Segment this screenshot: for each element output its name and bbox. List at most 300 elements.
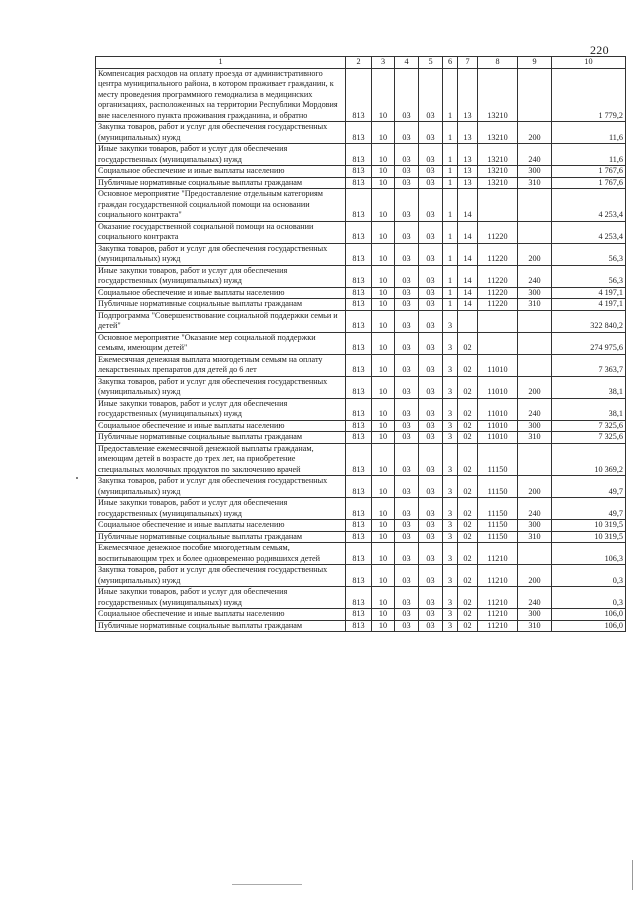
col-subprogram-cell: 1 bbox=[443, 177, 458, 189]
col-direction-cell: 11010 bbox=[478, 420, 518, 432]
row-name-cell: Публичные нормативные социальные выплаты гражданам bbox=[96, 531, 346, 543]
col-expense-type-cell bbox=[518, 310, 552, 332]
col-amount-cell: 38,1 bbox=[552, 376, 626, 398]
col-amount-cell: 106,0 bbox=[552, 620, 626, 632]
column-header: 4 bbox=[395, 57, 419, 69]
col-subsection-cell: 03 bbox=[395, 620, 419, 632]
col-amount-cell: 274 975,6 bbox=[552, 332, 626, 354]
row-name-cell: Публичные нормативные социальные выплаты гражданам bbox=[96, 177, 346, 189]
col-expense-type-cell: 240 bbox=[518, 265, 552, 287]
col-expense-type-cell bbox=[518, 68, 552, 122]
col-ministry-cell: 813 bbox=[346, 299, 372, 311]
col-ministry-cell: 813 bbox=[346, 609, 372, 621]
col-ministry-cell: 813 bbox=[346, 122, 372, 144]
col-amount-cell: 7 325,6 bbox=[552, 420, 626, 432]
row-name-cell: Публичные нормативные социальные выплаты гражданам bbox=[96, 620, 346, 632]
col-program-cell: 03 bbox=[419, 299, 443, 311]
col-program-cell: 03 bbox=[419, 476, 443, 498]
col-amount-cell: 49,7 bbox=[552, 498, 626, 520]
col-event-cell: 02 bbox=[458, 620, 478, 632]
col-amount-cell: 11,6 bbox=[552, 122, 626, 144]
table-row bbox=[96, 166, 626, 178]
col-expense-type-cell bbox=[518, 332, 552, 354]
col-direction-cell bbox=[478, 189, 518, 222]
row-name-cell: Иные закупки товаров, работ и услуг для обеспечения государственных (муниципальных) нужд bbox=[96, 587, 346, 609]
col-direction-cell: 11010 bbox=[478, 354, 518, 376]
col-subsection-cell: 03 bbox=[395, 543, 419, 565]
col-expense-type-cell: 300 bbox=[518, 609, 552, 621]
col-expense-type-cell bbox=[518, 354, 552, 376]
col-expense-type-cell: 300 bbox=[518, 287, 552, 299]
column-header: 1 bbox=[96, 57, 346, 69]
table-row bbox=[96, 221, 626, 243]
col-section-cell: 10 bbox=[372, 376, 395, 398]
row-name-cell: Закупка товаров, работ и услуг для обеспечения государственных (муниципальных) нужд bbox=[96, 476, 346, 498]
col-subsection-cell: 03 bbox=[395, 144, 419, 166]
col-amount-cell: 4 197,1 bbox=[552, 299, 626, 311]
col-event-cell bbox=[458, 310, 478, 332]
col-event-cell: 14 bbox=[458, 189, 478, 222]
col-expense-type-cell: 200 bbox=[518, 122, 552, 144]
row-name-cell: Иные закупки товаров, работ и услуг для обеспечения государственных (муниципальных) нужд bbox=[96, 398, 346, 420]
col-subprogram-cell: 3 bbox=[443, 609, 458, 621]
row-name-cell: Социальное обеспечение и иные выплаты населению bbox=[96, 420, 346, 432]
col-subsection-cell: 03 bbox=[395, 498, 419, 520]
col-direction-cell: 11220 bbox=[478, 265, 518, 287]
col-ministry-cell: 813 bbox=[346, 376, 372, 398]
col-event-cell: 13 bbox=[458, 68, 478, 122]
col-direction-cell: 11210 bbox=[478, 587, 518, 609]
col-expense-type-cell: 300 bbox=[518, 166, 552, 178]
col-expense-type-cell: 200 bbox=[518, 243, 552, 265]
row-name-cell: Компенсация расходов на оплату проезда от административного центра муниципального района, в котором проживает гражданин, к месту проведения программного гемодиализа в медицинских организациях, расположенных на территории Республики Мордовия вне населенного пункта проживания гражданина, и обратно bbox=[96, 68, 346, 122]
col-ministry-cell: 813 bbox=[346, 432, 372, 444]
table-row bbox=[96, 265, 626, 287]
col-section-cell: 10 bbox=[372, 354, 395, 376]
col-section-cell: 10 bbox=[372, 287, 395, 299]
col-section-cell: 10 bbox=[372, 565, 395, 587]
col-subsection-cell: 03 bbox=[395, 299, 419, 311]
col-direction-cell: 13210 bbox=[478, 122, 518, 144]
col-section-cell: 10 bbox=[372, 122, 395, 144]
col-section-cell: 10 bbox=[372, 420, 395, 432]
col-subsection-cell: 03 bbox=[395, 221, 419, 243]
col-ministry-cell: 813 bbox=[346, 587, 372, 609]
col-direction-cell: 11210 bbox=[478, 565, 518, 587]
col-subprogram-cell: 1 bbox=[443, 287, 458, 299]
col-event-cell: 02 bbox=[458, 520, 478, 532]
col-subprogram-cell: 3 bbox=[443, 420, 458, 432]
column-header: 9 bbox=[518, 57, 552, 69]
col-direction-cell: 11220 bbox=[478, 299, 518, 311]
col-section-cell: 10 bbox=[372, 243, 395, 265]
col-amount-cell: 56,3 bbox=[552, 265, 626, 287]
table-row bbox=[96, 432, 626, 444]
row-name-cell: Публичные нормативные социальные выплаты гражданам bbox=[96, 432, 346, 444]
col-event-cell: 02 bbox=[458, 587, 478, 609]
col-subprogram-cell: 3 bbox=[443, 432, 458, 444]
col-section-cell: 10 bbox=[372, 398, 395, 420]
col-subsection-cell: 03 bbox=[395, 609, 419, 621]
col-subsection-cell: 03 bbox=[395, 398, 419, 420]
col-amount-cell: 49,7 bbox=[552, 476, 626, 498]
table-row bbox=[96, 420, 626, 432]
col-expense-type-cell: 310 bbox=[518, 299, 552, 311]
col-event-cell: 02 bbox=[458, 498, 478, 520]
table-row bbox=[96, 144, 626, 166]
table-row bbox=[96, 587, 626, 609]
col-subsection-cell: 03 bbox=[395, 287, 419, 299]
col-program-cell: 03 bbox=[419, 376, 443, 398]
row-name-cell: Закупка товаров, работ и услуг для обеспечения государственных (муниципальных) нужд bbox=[96, 565, 346, 587]
table-row bbox=[96, 122, 626, 144]
col-event-cell: 14 bbox=[458, 287, 478, 299]
row-name-cell: Социальное обеспечение и иные выплаты населению bbox=[96, 609, 346, 621]
col-section-cell: 10 bbox=[372, 531, 395, 543]
col-subprogram-cell: 1 bbox=[443, 189, 458, 222]
col-direction-cell: 13210 bbox=[478, 68, 518, 122]
col-section-cell: 10 bbox=[372, 498, 395, 520]
col-program-cell: 03 bbox=[419, 166, 443, 178]
col-amount-cell: 1 767,6 bbox=[552, 177, 626, 189]
col-direction-cell: 11010 bbox=[478, 376, 518, 398]
col-direction-cell: 11220 bbox=[478, 221, 518, 243]
col-amount-cell: 10 369,2 bbox=[552, 443, 626, 476]
col-expense-type-cell: 300 bbox=[518, 420, 552, 432]
column-header: 8 bbox=[478, 57, 518, 69]
col-ministry-cell: 813 bbox=[346, 443, 372, 476]
col-subsection-cell: 03 bbox=[395, 177, 419, 189]
col-expense-type-cell: 240 bbox=[518, 144, 552, 166]
col-amount-cell: 1 779,2 bbox=[552, 68, 626, 122]
col-ministry-cell: 813 bbox=[346, 398, 372, 420]
col-subprogram-cell: 3 bbox=[443, 376, 458, 398]
row-name-cell: Основное мероприятие "Оказание мер социальной поддержки семьям, имеющим детей" bbox=[96, 332, 346, 354]
row-name-cell: Основное мероприятие "Предоставление отдельным категориям граждан государственной социальной помощи на основании социального контракта" bbox=[96, 189, 346, 222]
col-direction-cell: 13210 bbox=[478, 144, 518, 166]
col-event-cell: 02 bbox=[458, 398, 478, 420]
col-expense-type-cell: 310 bbox=[518, 531, 552, 543]
col-event-cell: 14 bbox=[458, 243, 478, 265]
col-section-cell: 10 bbox=[372, 520, 395, 532]
col-subsection-cell: 03 bbox=[395, 122, 419, 144]
col-expense-type-cell bbox=[518, 189, 552, 222]
col-expense-type-cell: 200 bbox=[518, 565, 552, 587]
column-header: 7 bbox=[458, 57, 478, 69]
col-program-cell: 03 bbox=[419, 432, 443, 444]
col-direction-cell: 13210 bbox=[478, 177, 518, 189]
col-amount-cell: 1 767,6 bbox=[552, 166, 626, 178]
col-subprogram-cell: 3 bbox=[443, 310, 458, 332]
column-header: 6 bbox=[443, 57, 458, 69]
col-ministry-cell: 813 bbox=[346, 177, 372, 189]
col-event-cell: 02 bbox=[458, 531, 478, 543]
col-section-cell: 10 bbox=[372, 432, 395, 444]
col-event-cell: 02 bbox=[458, 432, 478, 444]
table-header-row bbox=[96, 57, 626, 69]
col-amount-cell: 4 253,4 bbox=[552, 189, 626, 222]
col-ministry-cell: 813 bbox=[346, 221, 372, 243]
col-amount-cell: 322 840,2 bbox=[552, 310, 626, 332]
col-event-cell: 02 bbox=[458, 565, 478, 587]
col-event-cell: 02 bbox=[458, 609, 478, 621]
col-section-cell: 10 bbox=[372, 609, 395, 621]
col-program-cell: 03 bbox=[419, 420, 443, 432]
col-program-cell: 03 bbox=[419, 520, 443, 532]
col-amount-cell: 7 363,7 bbox=[552, 354, 626, 376]
row-name-cell: Подпрограмма "Совершенствование социальной поддержки семьи и детей" bbox=[96, 310, 346, 332]
col-subprogram-cell: 1 bbox=[443, 265, 458, 287]
col-direction-cell: 11220 bbox=[478, 287, 518, 299]
column-header: 3 bbox=[372, 57, 395, 69]
col-expense-type-cell: 200 bbox=[518, 376, 552, 398]
row-name-cell: Социальное обеспечение и иные выплаты населению bbox=[96, 287, 346, 299]
col-program-cell: 03 bbox=[419, 177, 443, 189]
col-subprogram-cell: 3 bbox=[443, 498, 458, 520]
row-name-cell: Закупка товаров, работ и услуг для обеспечения государственных (муниципальных) нужд bbox=[96, 122, 346, 144]
col-program-cell: 03 bbox=[419, 609, 443, 621]
col-direction-cell: 11150 bbox=[478, 531, 518, 543]
col-section-cell: 10 bbox=[372, 177, 395, 189]
row-name-cell: Иные закупки товаров, работ и услуг для обеспечения государственных (муниципальных) нужд bbox=[96, 144, 346, 166]
col-subsection-cell: 03 bbox=[395, 376, 419, 398]
col-subsection-cell: 03 bbox=[395, 332, 419, 354]
col-program-cell: 03 bbox=[419, 587, 443, 609]
col-program-cell: 03 bbox=[419, 498, 443, 520]
row-name-cell: Иные закупки товаров, работ и услуг для обеспечения государственных (муниципальных) нужд bbox=[96, 498, 346, 520]
col-program-cell: 03 bbox=[419, 565, 443, 587]
col-ministry-cell: 813 bbox=[346, 354, 372, 376]
table-row bbox=[96, 620, 626, 632]
table-row bbox=[96, 287, 626, 299]
col-ministry-cell: 813 bbox=[346, 420, 372, 432]
col-subprogram-cell: 3 bbox=[443, 476, 458, 498]
col-ministry-cell: 813 bbox=[346, 287, 372, 299]
col-event-cell: 14 bbox=[458, 299, 478, 311]
col-subprogram-cell: 3 bbox=[443, 398, 458, 420]
col-subprogram-cell: 3 bbox=[443, 520, 458, 532]
table-row bbox=[96, 332, 626, 354]
table-row bbox=[96, 543, 626, 565]
col-section-cell: 10 bbox=[372, 189, 395, 222]
col-subprogram-cell: 3 bbox=[443, 587, 458, 609]
table-row bbox=[96, 177, 626, 189]
budget-table bbox=[95, 56, 626, 632]
col-event-cell: 13 bbox=[458, 144, 478, 166]
row-name-cell: Оказание государственной социальной помощи на основании социального контракта bbox=[96, 221, 346, 243]
col-ministry-cell: 813 bbox=[346, 166, 372, 178]
col-section-cell: 10 bbox=[372, 587, 395, 609]
col-subprogram-cell: 3 bbox=[443, 332, 458, 354]
col-section-cell: 10 bbox=[372, 221, 395, 243]
col-expense-type-cell bbox=[518, 443, 552, 476]
col-subprogram-cell: 1 bbox=[443, 68, 458, 122]
col-subsection-cell: 03 bbox=[395, 243, 419, 265]
col-subprogram-cell: 3 bbox=[443, 620, 458, 632]
col-expense-type-cell: 240 bbox=[518, 498, 552, 520]
col-ministry-cell: 813 bbox=[346, 189, 372, 222]
col-subprogram-cell: 1 bbox=[443, 166, 458, 178]
table-row bbox=[96, 609, 626, 621]
col-direction-cell: 13210 bbox=[478, 166, 518, 178]
col-event-cell: 13 bbox=[458, 177, 478, 189]
col-section-cell: 10 bbox=[372, 543, 395, 565]
col-subsection-cell: 03 bbox=[395, 531, 419, 543]
col-expense-type-cell: 310 bbox=[518, 432, 552, 444]
row-name-cell: Ежемесячная денежная выплата многодетным семьям на оплату лекарственных препаратов для детей до 6 лет bbox=[96, 354, 346, 376]
col-program-cell: 03 bbox=[419, 620, 443, 632]
col-event-cell: 14 bbox=[458, 221, 478, 243]
col-amount-cell: 38,1 bbox=[552, 398, 626, 420]
row-name-cell: Ежемесячное денежное пособие многодетным семьям, воспитывающим трех и более одновременно родившихся детей bbox=[96, 543, 346, 565]
col-program-cell: 03 bbox=[419, 543, 443, 565]
table-row bbox=[96, 376, 626, 398]
col-amount-cell: 106,0 bbox=[552, 609, 626, 621]
row-name-cell: Социальное обеспечение и иные выплаты населению bbox=[96, 166, 346, 178]
col-expense-type-cell: 300 bbox=[518, 520, 552, 532]
col-direction-cell: 11150 bbox=[478, 476, 518, 498]
row-name-cell: Публичные нормативные социальные выплаты гражданам bbox=[96, 299, 346, 311]
col-section-cell: 10 bbox=[372, 166, 395, 178]
scan-edge-mark bbox=[632, 860, 633, 890]
col-event-cell: 13 bbox=[458, 166, 478, 178]
scan-line bbox=[232, 884, 302, 885]
col-subprogram-cell: 3 bbox=[443, 543, 458, 565]
col-direction-cell: 11210 bbox=[478, 609, 518, 621]
col-amount-cell: 7 325,6 bbox=[552, 432, 626, 444]
col-expense-type-cell: 310 bbox=[518, 177, 552, 189]
col-event-cell: 02 bbox=[458, 332, 478, 354]
col-direction-cell: 11210 bbox=[478, 543, 518, 565]
col-section-cell: 10 bbox=[372, 310, 395, 332]
scan-speck bbox=[76, 477, 78, 479]
col-direction-cell bbox=[478, 310, 518, 332]
col-program-cell: 03 bbox=[419, 531, 443, 543]
col-program-cell: 03 bbox=[419, 243, 443, 265]
col-program-cell: 03 bbox=[419, 265, 443, 287]
col-expense-type-cell bbox=[518, 221, 552, 243]
table-row bbox=[96, 310, 626, 332]
col-program-cell: 03 bbox=[419, 354, 443, 376]
row-name-cell: Закупка товаров, работ и услуг для обеспечения государственных (муниципальных) нужд bbox=[96, 376, 346, 398]
col-program-cell: 03 bbox=[419, 332, 443, 354]
col-direction-cell: 11010 bbox=[478, 398, 518, 420]
col-direction-cell: 11150 bbox=[478, 443, 518, 476]
col-program-cell: 03 bbox=[419, 144, 443, 166]
col-ministry-cell: 813 bbox=[346, 310, 372, 332]
col-direction-cell: 11150 bbox=[478, 498, 518, 520]
col-program-cell: 03 bbox=[419, 398, 443, 420]
col-subsection-cell: 03 bbox=[395, 420, 419, 432]
table-row bbox=[96, 498, 626, 520]
col-program-cell: 03 bbox=[419, 287, 443, 299]
col-subprogram-cell: 3 bbox=[443, 443, 458, 476]
col-amount-cell: 10 319,5 bbox=[552, 531, 626, 543]
col-amount-cell: 106,3 bbox=[552, 543, 626, 565]
table-row bbox=[96, 476, 626, 498]
col-amount-cell: 4 197,1 bbox=[552, 287, 626, 299]
col-subsection-cell: 03 bbox=[395, 166, 419, 178]
col-section-cell: 10 bbox=[372, 332, 395, 354]
col-subsection-cell: 03 bbox=[395, 565, 419, 587]
col-amount-cell: 0,3 bbox=[552, 587, 626, 609]
col-ministry-cell: 813 bbox=[346, 68, 372, 122]
col-program-cell: 03 bbox=[419, 189, 443, 222]
table-row bbox=[96, 354, 626, 376]
col-subprogram-cell: 1 bbox=[443, 299, 458, 311]
col-program-cell: 03 bbox=[419, 443, 443, 476]
col-program-cell: 03 bbox=[419, 221, 443, 243]
col-ministry-cell: 813 bbox=[346, 144, 372, 166]
col-program-cell: 03 bbox=[419, 68, 443, 122]
col-event-cell: 13 bbox=[458, 122, 478, 144]
row-name-cell: Социальное обеспечение и иные выплаты населению bbox=[96, 520, 346, 532]
table-row bbox=[96, 68, 626, 122]
col-event-cell: 14 bbox=[458, 265, 478, 287]
col-expense-type-cell: 240 bbox=[518, 398, 552, 420]
col-section-cell: 10 bbox=[372, 68, 395, 122]
col-subprogram-cell: 1 bbox=[443, 144, 458, 166]
row-name-cell: Предоставление ежемесячной денежной выплаты гражданам, имеющим детей в возрасте до трех лет, на приобретение специальных молочных продуктов по заключению врачей bbox=[96, 443, 346, 476]
col-subsection-cell: 03 bbox=[395, 587, 419, 609]
table-body bbox=[96, 68, 626, 632]
table-row bbox=[96, 443, 626, 476]
col-subprogram-cell: 3 bbox=[443, 531, 458, 543]
table-row bbox=[96, 398, 626, 420]
col-subsection-cell: 03 bbox=[395, 476, 419, 498]
col-ministry-cell: 813 bbox=[346, 565, 372, 587]
col-subprogram-cell: 1 bbox=[443, 243, 458, 265]
col-ministry-cell: 813 bbox=[346, 498, 372, 520]
table-row bbox=[96, 520, 626, 532]
col-direction-cell: 11150 bbox=[478, 520, 518, 532]
column-header: 10 bbox=[552, 57, 626, 69]
col-ministry-cell: 813 bbox=[346, 620, 372, 632]
col-event-cell: 02 bbox=[458, 443, 478, 476]
col-program-cell: 03 bbox=[419, 122, 443, 144]
col-ministry-cell: 813 bbox=[346, 265, 372, 287]
table-row bbox=[96, 189, 626, 222]
col-section-cell: 10 bbox=[372, 144, 395, 166]
row-name-cell: Закупка товаров, работ и услуг для обеспечения государственных (муниципальных) нужд bbox=[96, 243, 346, 265]
col-ministry-cell: 813 bbox=[346, 332, 372, 354]
col-event-cell: 02 bbox=[458, 354, 478, 376]
col-ministry-cell: 813 bbox=[346, 243, 372, 265]
col-subprogram-cell: 1 bbox=[443, 221, 458, 243]
col-subprogram-cell: 3 bbox=[443, 565, 458, 587]
col-ministry-cell: 813 bbox=[346, 520, 372, 532]
page-number: 220 bbox=[590, 43, 609, 57]
row-name-cell: Иные закупки товаров, работ и услуг для обеспечения государственных (муниципальных) нужд bbox=[96, 265, 346, 287]
col-event-cell: 02 bbox=[458, 543, 478, 565]
col-event-cell: 02 bbox=[458, 420, 478, 432]
col-subprogram-cell: 3 bbox=[443, 354, 458, 376]
col-subprogram-cell: 1 bbox=[443, 122, 458, 144]
col-section-cell: 10 bbox=[372, 620, 395, 632]
col-ministry-cell: 813 bbox=[346, 476, 372, 498]
col-amount-cell: 56,3 bbox=[552, 243, 626, 265]
col-amount-cell: 11,6 bbox=[552, 144, 626, 166]
column-header: 5 bbox=[419, 57, 443, 69]
table-row bbox=[96, 531, 626, 543]
col-expense-type-cell bbox=[518, 543, 552, 565]
col-expense-type-cell: 240 bbox=[518, 587, 552, 609]
col-ministry-cell: 813 bbox=[346, 543, 372, 565]
column-header: 2 bbox=[346, 57, 372, 69]
col-subsection-cell: 03 bbox=[395, 520, 419, 532]
col-section-cell: 10 bbox=[372, 476, 395, 498]
col-direction-cell: 11210 bbox=[478, 620, 518, 632]
